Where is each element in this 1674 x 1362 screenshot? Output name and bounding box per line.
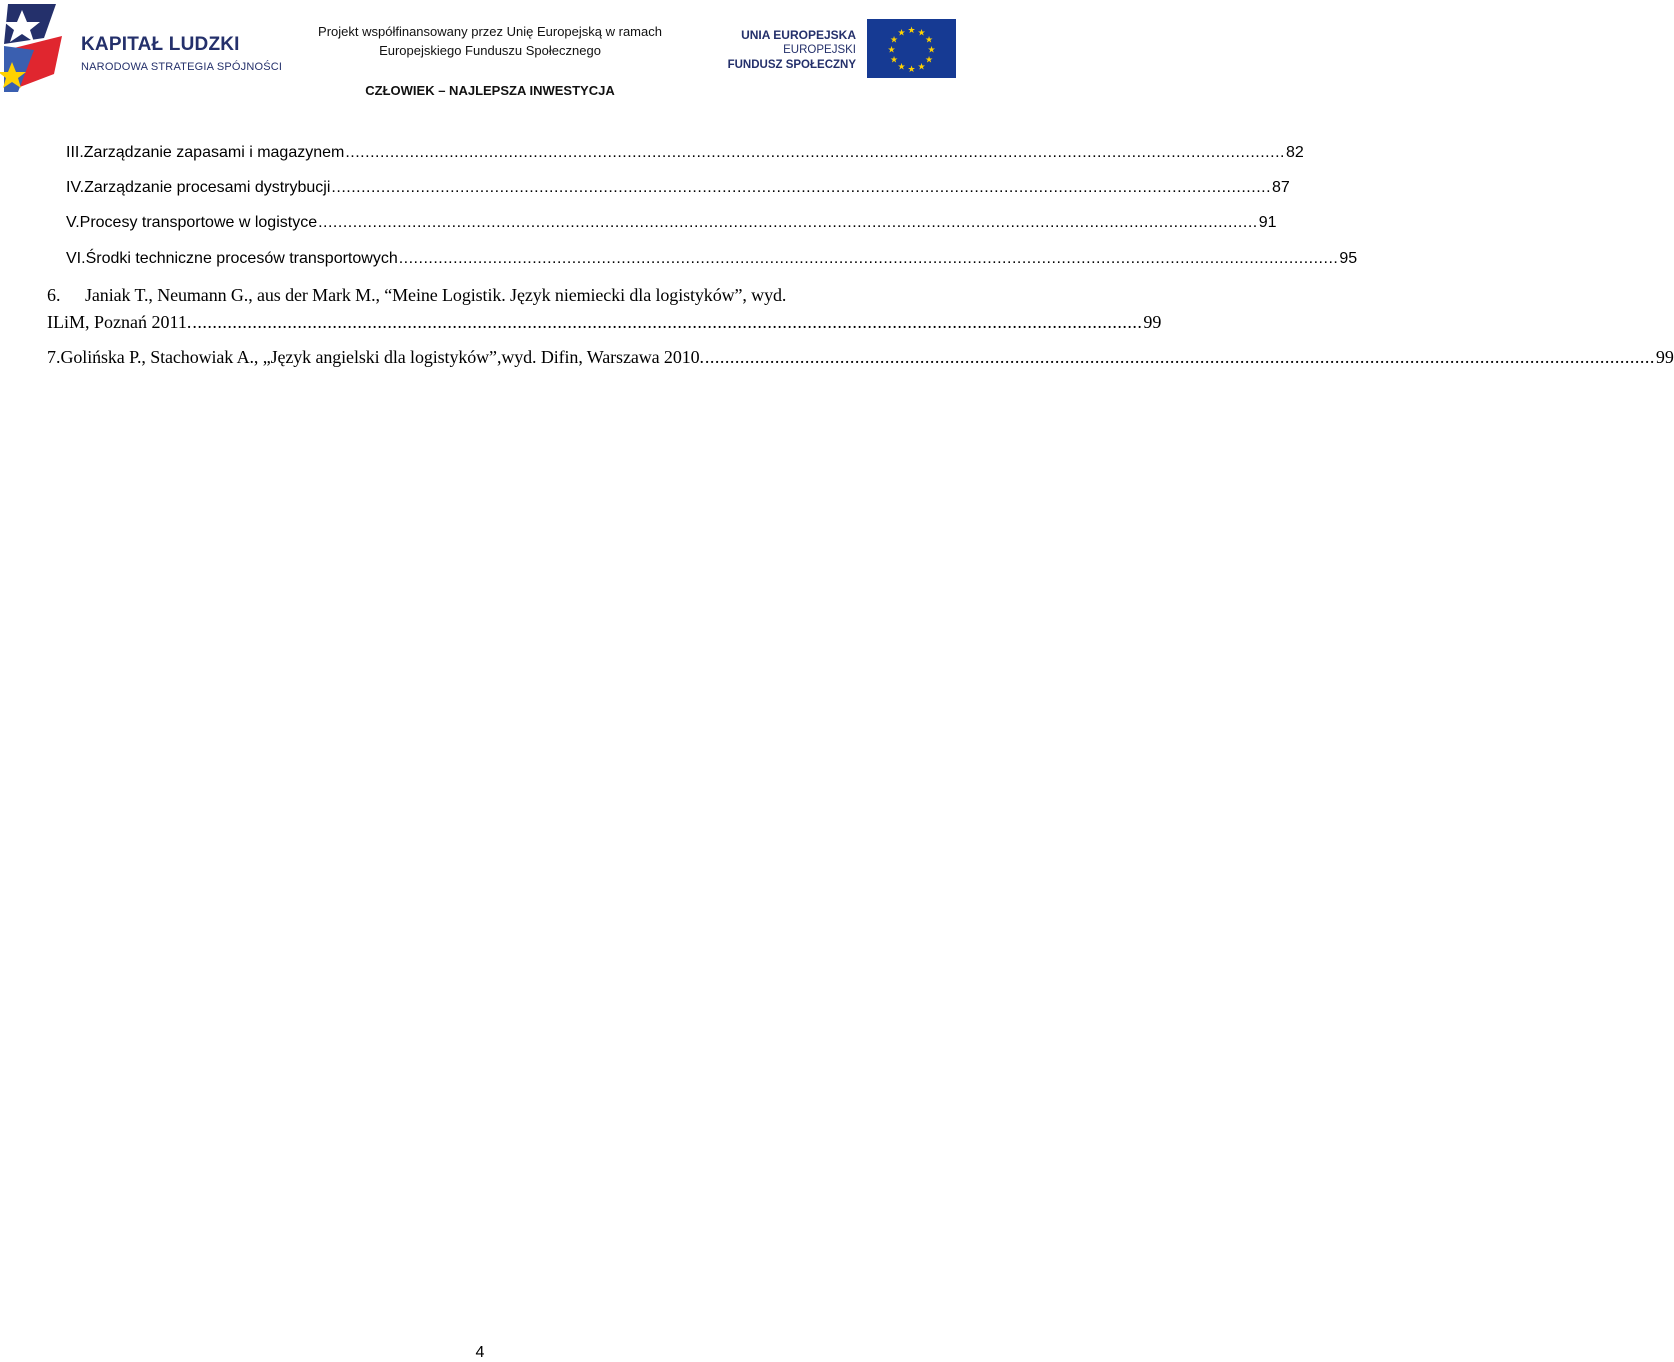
svg-text:★: ★ xyxy=(889,55,899,66)
toc-item-title: Janiak T., Neumann G., aus der Mark M., “Meine Logistik. Język niemiecki dla logistyków”, wyd. xyxy=(85,285,787,305)
toc-item-title-continued: ILiM, Poznań 2011. xyxy=(47,312,192,332)
project-line-2: Europejskiego Funduszu Społecznego xyxy=(379,43,601,58)
toc-item[interactable] xyxy=(66,179,1290,197)
toc-leader: .............................................................................................................................................................................................. xyxy=(331,179,1272,196)
toc-leader: .............................................................................................................................................................................................. xyxy=(318,214,1258,231)
toc-item-number: V. xyxy=(66,214,80,231)
toc-item[interactable] xyxy=(66,214,1277,232)
svg-text:★: ★ xyxy=(924,55,934,66)
toc-item-number: IV. xyxy=(66,179,85,196)
eu-label xyxy=(728,28,856,73)
svg-text:★: ★ xyxy=(917,62,926,73)
toc-book-7[interactable] xyxy=(47,347,1674,368)
svg-text:★: ★ xyxy=(887,45,896,56)
toc-leader: .............................................................................................................................................................................................. xyxy=(192,312,1143,332)
kapital-ludzki-logo-icon xyxy=(4,4,64,96)
toc-book-6-line-2[interactable] xyxy=(47,312,1162,333)
toc-item-title: Zarządzanie procesami dystrybucji xyxy=(84,179,331,196)
eu-line-1: UNIA EUROPEJSKA xyxy=(741,28,856,42)
toc-book-6-line-1[interactable] xyxy=(47,285,867,306)
toc-leader: .............................................................................................................................................................................................. xyxy=(345,144,1285,161)
page-header xyxy=(0,0,960,110)
toc-item-page: 87 xyxy=(1272,179,1290,196)
toc-item-title: Środki techniczne procesów transportowych xyxy=(85,250,398,267)
svg-text:★: ★ xyxy=(927,45,936,56)
toc-item[interactable] xyxy=(66,250,1358,268)
toc-leader: .............................................................................................................................................................................................. xyxy=(704,347,1655,367)
toc-item-page: 99 xyxy=(1655,347,1674,367)
svg-text:★: ★ xyxy=(897,28,906,39)
toc-item-page: 91 xyxy=(1258,214,1277,231)
toc-item-title: Procesy transportowe w logistyce xyxy=(79,214,318,231)
eu-line-2: EUROPEJSKI xyxy=(783,44,856,56)
logo-title: KAPITAŁ LUDZKI xyxy=(81,34,240,55)
toc-item[interactable] xyxy=(66,144,1304,162)
toc-item-number: 7. xyxy=(47,347,61,367)
toc-leader: .............................................................................................................................................................................................. xyxy=(398,250,1339,267)
eu-line-3: FUNDUSZ SPOŁECZNY xyxy=(727,59,856,71)
toc-item-number: III. xyxy=(66,144,84,161)
motto: CZŁOWIEK – NAJLEPSZA INWESTYCJA xyxy=(365,83,615,98)
eu-flag-icon xyxy=(867,19,956,78)
toc-item-title: Zarządzanie zapasami i magazynem xyxy=(83,144,345,161)
svg-text:★: ★ xyxy=(917,28,926,39)
svg-text:★: ★ xyxy=(907,65,916,75)
svg-text:★: ★ xyxy=(907,26,916,36)
page-number: 4 xyxy=(475,1344,485,1361)
toc-item-title: Golińska P., Stachowiak A., „Język angielski dla logistyków”,wyd. Difin, Warszawa 2010. xyxy=(60,347,704,367)
project-line-1: Projekt współfinansowany przez Unię Europejską w ramach xyxy=(318,24,662,39)
toc-item-number: VI. xyxy=(66,250,86,267)
svg-text:★: ★ xyxy=(924,35,934,46)
project-funding-note xyxy=(300,22,680,60)
toc-item-page: 99 xyxy=(1143,312,1162,332)
toc-item-page: 95 xyxy=(1339,250,1358,267)
logo-subtitle: NARODOWA STRATEGIA SPÓJNOŚCI xyxy=(81,61,283,73)
toc-item-number: 6. xyxy=(47,285,61,305)
toc-item-page: 82 xyxy=(1285,144,1304,161)
svg-text:★: ★ xyxy=(897,62,906,73)
svg-text:★: ★ xyxy=(889,35,899,46)
